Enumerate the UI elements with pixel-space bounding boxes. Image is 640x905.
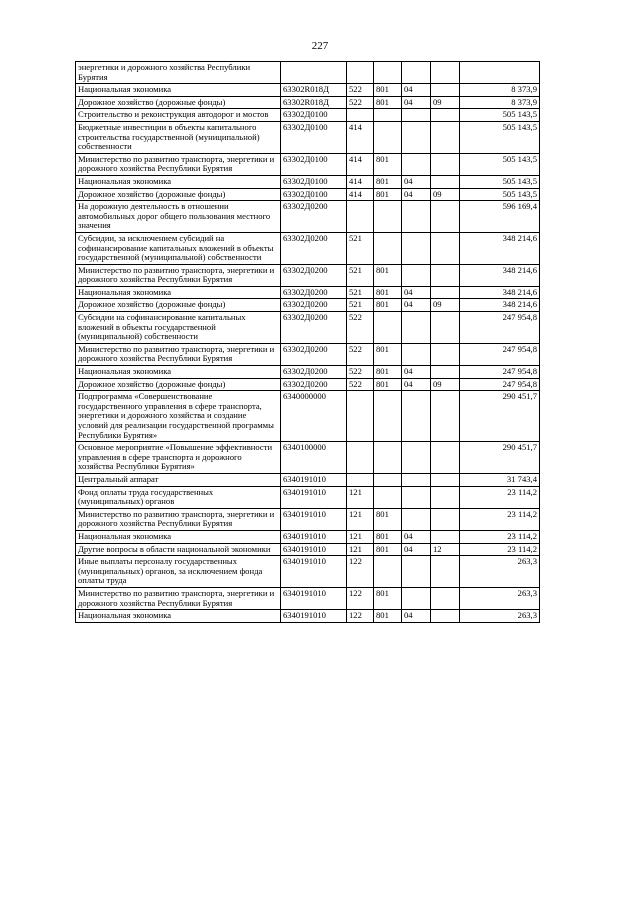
cell-admin-code: 801 [374,543,402,556]
cell-admin-code: 801 [374,188,402,201]
cell-name: Национальная экономика [76,610,281,623]
cell-name: Дорожное хозяйство (дорожные фонды) [76,188,281,201]
cell-section [402,473,431,486]
cell-amount: 23 114,2 [460,543,540,556]
cell-target-article: 63302Д0200 [281,232,347,264]
table-row [76,556,540,588]
cell-name: Министерство по развитию транспорта, энергетики и дорожного хозяйства Республики Бурятия [76,153,281,175]
cell-target-article: 6340191010 [281,610,347,623]
cell-target-article: 6340191010 [281,508,347,530]
cell-admin-code: 801 [374,84,402,97]
cell-name: Подпрограмма «Совершенствование государственного управления в сфере транспорта, энергетики и дорожного хозяйства и создание условий для реализации государственной программы Республики Бурятия» [76,391,281,442]
cell-amount: 247 954,8 [460,378,540,391]
cell-admin-code [374,109,402,122]
table-row [76,109,540,122]
cell-amount: 263,3 [460,610,540,623]
cell-amount: 505 143,5 [460,153,540,175]
cell-target-article: 6340191010 [281,587,347,609]
cell-section: 04 [402,366,431,379]
cell-subsection [431,286,460,299]
cell-target-article: 6340191010 [281,473,347,486]
cell-subsection: 12 [431,543,460,556]
table-row [76,96,540,109]
cell-section: 04 [402,175,431,188]
cell-section [402,556,431,588]
cell-target-article: 6340191010 [281,486,347,508]
cell-section [402,109,431,122]
cell-amount: 247 954,8 [460,312,540,344]
cell-subsection [431,175,460,188]
table-row [76,587,540,609]
cell-admin-code: 801 [374,587,402,609]
table-row [76,175,540,188]
cell-subsection [431,312,460,344]
cell-subsection [431,232,460,264]
table-row [76,84,540,97]
cell-amount: 23 114,2 [460,486,540,508]
cell-section [402,508,431,530]
cell-expense-type [347,442,374,474]
cell-name: На дорожную деятельность в отношении автомобильных дорог общего пользования местного значения [76,201,281,233]
cell-section [402,587,431,609]
cell-section [402,312,431,344]
cell-amount: 505 143,5 [460,109,540,122]
cell-subsection [431,201,460,233]
cell-subsection [431,610,460,623]
cell-expense-type [347,391,374,442]
cell-target-article: 63302Д0100 [281,175,347,188]
cell-target-article: 63302Д0200 [281,378,347,391]
cell-subsection [431,442,460,474]
cell-subsection [431,366,460,379]
cell-amount: 23 114,2 [460,508,540,530]
cell-amount: 263,3 [460,556,540,588]
page-number: 227 [311,40,329,52]
cell-expense-type: 414 [347,188,374,201]
cell-admin-code: 801 [374,530,402,543]
cell-name: Субсидии на софинансирование капитальных вложений в объекты государственной (муниципальной) собственности [76,312,281,344]
cell-subsection: 09 [431,188,460,201]
cell-target-article: 6340191010 [281,543,347,556]
cell-section [402,153,431,175]
table-row [76,366,540,379]
table-row [76,62,540,84]
table-row [76,486,540,508]
cell-admin-code: 801 [374,175,402,188]
cell-expense-type: 122 [347,556,374,588]
table-row [76,508,540,530]
cell-admin-code: 801 [374,286,402,299]
cell-section: 04 [402,96,431,109]
table-row [76,610,540,623]
cell-target-article: 63302Д0100 [281,188,347,201]
cell-subsection: 09 [431,96,460,109]
cell-name: Иные выплаты персоналу государственных (муниципальных) органов, за исключением фонда оплаты труда [76,556,281,588]
table-row [76,473,540,486]
cell-target-article: 63302Д0100 [281,109,347,122]
cell-amount: 247 954,8 [460,343,540,365]
cell-target-article [281,62,347,84]
cell-target-article: 63302R018Д [281,84,347,97]
cell-admin-code: 801 [374,153,402,175]
cell-target-article: 63302Д0200 [281,343,347,365]
cell-subsection: 09 [431,378,460,391]
cell-section [402,264,431,286]
cell-target-article: 63302Д0100 [281,153,347,175]
cell-amount: 596 169,4 [460,201,540,233]
cell-name: Национальная экономика [76,84,281,97]
table-row [76,121,540,153]
cell-amount: 505 143,5 [460,188,540,201]
cell-target-article: 6340000000 [281,391,347,442]
cell-admin-code: 801 [374,264,402,286]
cell-amount: 247 954,8 [460,366,540,379]
cell-amount: 8 373,9 [460,84,540,97]
cell-name: Дорожное хозяйство (дорожные фонды) [76,96,281,109]
cell-target-article: 63302R018Д [281,96,347,109]
table-row [76,188,540,201]
cell-name: Министерство по развитию транспорта, энергетики и дорожного хозяйства Республики Бурятия [76,508,281,530]
cell-amount: 8 373,9 [460,96,540,109]
cell-name: Национальная экономика [76,366,281,379]
cell-expense-type: 121 [347,508,374,530]
cell-section: 04 [402,543,431,556]
cell-section [402,486,431,508]
table-row [76,391,540,442]
cell-expense-type: 122 [347,587,374,609]
cell-subsection [431,587,460,609]
cell-expense-type: 522 [347,366,374,379]
cell-amount: 290 451,7 [460,442,540,474]
cell-section [402,62,431,84]
cell-section [402,442,431,474]
cell-subsection [431,343,460,365]
cell-target-article: 6340191010 [281,530,347,543]
cell-expense-type: 414 [347,153,374,175]
cell-expense-type: 522 [347,378,374,391]
cell-section: 04 [402,84,431,97]
cell-admin-code [374,442,402,474]
cell-section: 04 [402,188,431,201]
cell-admin-code: 801 [374,96,402,109]
cell-subsection [431,473,460,486]
cell-expense-type [347,109,374,122]
cell-section [402,343,431,365]
cell-subsection [431,153,460,175]
cell-amount: 23 114,2 [460,530,540,543]
cell-subsection [431,84,460,97]
cell-section: 04 [402,378,431,391]
cell-admin-code: 801 [374,378,402,391]
cell-admin-code: 801 [374,508,402,530]
cell-admin-code [374,556,402,588]
cell-target-article: 63302Д0200 [281,299,347,312]
table-row [76,299,540,312]
cell-name: Министерство по развитию транспорта, энергетики и дорожного хозяйства Республики Бурятия [76,343,281,365]
cell-amount: 348 214,6 [460,299,540,312]
cell-target-article: 6340100000 [281,442,347,474]
cell-amount: 505 143,5 [460,121,540,153]
cell-name: Дорожное хозяйство (дорожные фонды) [76,299,281,312]
table-row [76,264,540,286]
cell-expense-type: 414 [347,121,374,153]
cell-expense-type [347,201,374,233]
cell-target-article: 63302Д0100 [281,121,347,153]
table-row [76,543,540,556]
cell-amount: 348 214,6 [460,286,540,299]
cell-admin-code: 801 [374,343,402,365]
cell-expense-type: 121 [347,543,374,556]
cell-subsection [431,264,460,286]
cell-expense-type: 414 [347,175,374,188]
cell-expense-type: 521 [347,299,374,312]
cell-section: 04 [402,530,431,543]
cell-target-article: 63302Д0200 [281,201,347,233]
table-row [76,312,540,344]
cell-expense-type [347,62,374,84]
cell-section: 04 [402,299,431,312]
cell-target-article: 63302Д0200 [281,286,347,299]
table-row [76,442,540,474]
cell-admin-code [374,201,402,233]
cell-subsection [431,486,460,508]
cell-amount: 263,3 [460,587,540,609]
cell-subsection: 09 [431,299,460,312]
table-row [76,232,540,264]
cell-name: Министерство по развитию транспорта, энергетики и дорожного хозяйства Республики Бурятия [76,587,281,609]
cell-section [402,201,431,233]
cell-admin-code [374,312,402,344]
cell-expense-type: 522 [347,343,374,365]
cell-name: Министерство по развитию транспорта, энергетики и дорожного хозяйства Республики Бурятия [76,264,281,286]
cell-admin-code: 801 [374,366,402,379]
cell-expense-type: 521 [347,232,374,264]
cell-subsection [431,508,460,530]
cell-name: энергетики и дорожного хозяйства Республики Бурятия [76,62,281,84]
cell-amount [460,62,540,84]
cell-name: Строительство и реконструкция автодорог и мостов [76,109,281,122]
cell-admin-code [374,473,402,486]
cell-subsection [431,62,460,84]
cell-name: Основное мероприятие «Повышение эффективности управления в сфере транспорта и дорожного хозяйства Республики Бурятия» [76,442,281,474]
cell-subsection [431,556,460,588]
cell-admin-code: 801 [374,299,402,312]
budget-table [75,61,540,623]
table-row [76,343,540,365]
budget-table-body [76,62,540,623]
cell-name: Национальная экономика [76,530,281,543]
cell-amount: 31 743,4 [460,473,540,486]
cell-section: 04 [402,610,431,623]
cell-subsection [431,121,460,153]
cell-expense-type: 522 [347,312,374,344]
cell-admin-code [374,121,402,153]
cell-section [402,232,431,264]
cell-name: Субсидии, за исключением субсидий на софинансирование капитальных вложений в объекты государственной (муниципальной) собственности [76,232,281,264]
cell-subsection [431,391,460,442]
cell-admin-code [374,391,402,442]
cell-expense-type [347,473,374,486]
cell-amount: 290 451,7 [460,391,540,442]
cell-name: Бюджетные инвестиции в объекты капитального строительства государственной (муниципальной) собственности [76,121,281,153]
cell-admin-code [374,486,402,508]
cell-subsection [431,530,460,543]
cell-amount: 348 214,6 [460,264,540,286]
cell-name: Национальная экономика [76,286,281,299]
cell-expense-type: 522 [347,96,374,109]
cell-expense-type: 121 [347,486,374,508]
table-row [76,530,540,543]
cell-name: Другие вопросы в области национальной экономики [76,543,281,556]
cell-section [402,121,431,153]
cell-admin-code [374,232,402,264]
cell-expense-type: 522 [347,84,374,97]
cell-subsection [431,109,460,122]
cell-target-article: 6340191010 [281,556,347,588]
table-row [76,201,540,233]
cell-target-article: 63302Д0200 [281,366,347,379]
cell-expense-type: 521 [347,286,374,299]
cell-target-article: 63302Д0200 [281,264,347,286]
cell-expense-type: 521 [347,264,374,286]
cell-section: 04 [402,286,431,299]
cell-admin-code: 801 [374,610,402,623]
cell-section [402,391,431,442]
cell-name: Фонд оплаты труда государственных (муниципальных) органов [76,486,281,508]
cell-name: Центральный аппарат [76,473,281,486]
cell-amount: 505 143,5 [460,175,540,188]
table-row [76,378,540,391]
cell-expense-type: 121 [347,530,374,543]
cell-target-article: 63302Д0200 [281,312,347,344]
cell-amount: 348 214,6 [460,232,540,264]
cell-name: Дорожное хозяйство (дорожные фонды) [76,378,281,391]
table-row [76,286,540,299]
cell-expense-type: 122 [347,610,374,623]
cell-name: Национальная экономика [76,175,281,188]
cell-admin-code [374,62,402,84]
table-row [76,153,540,175]
